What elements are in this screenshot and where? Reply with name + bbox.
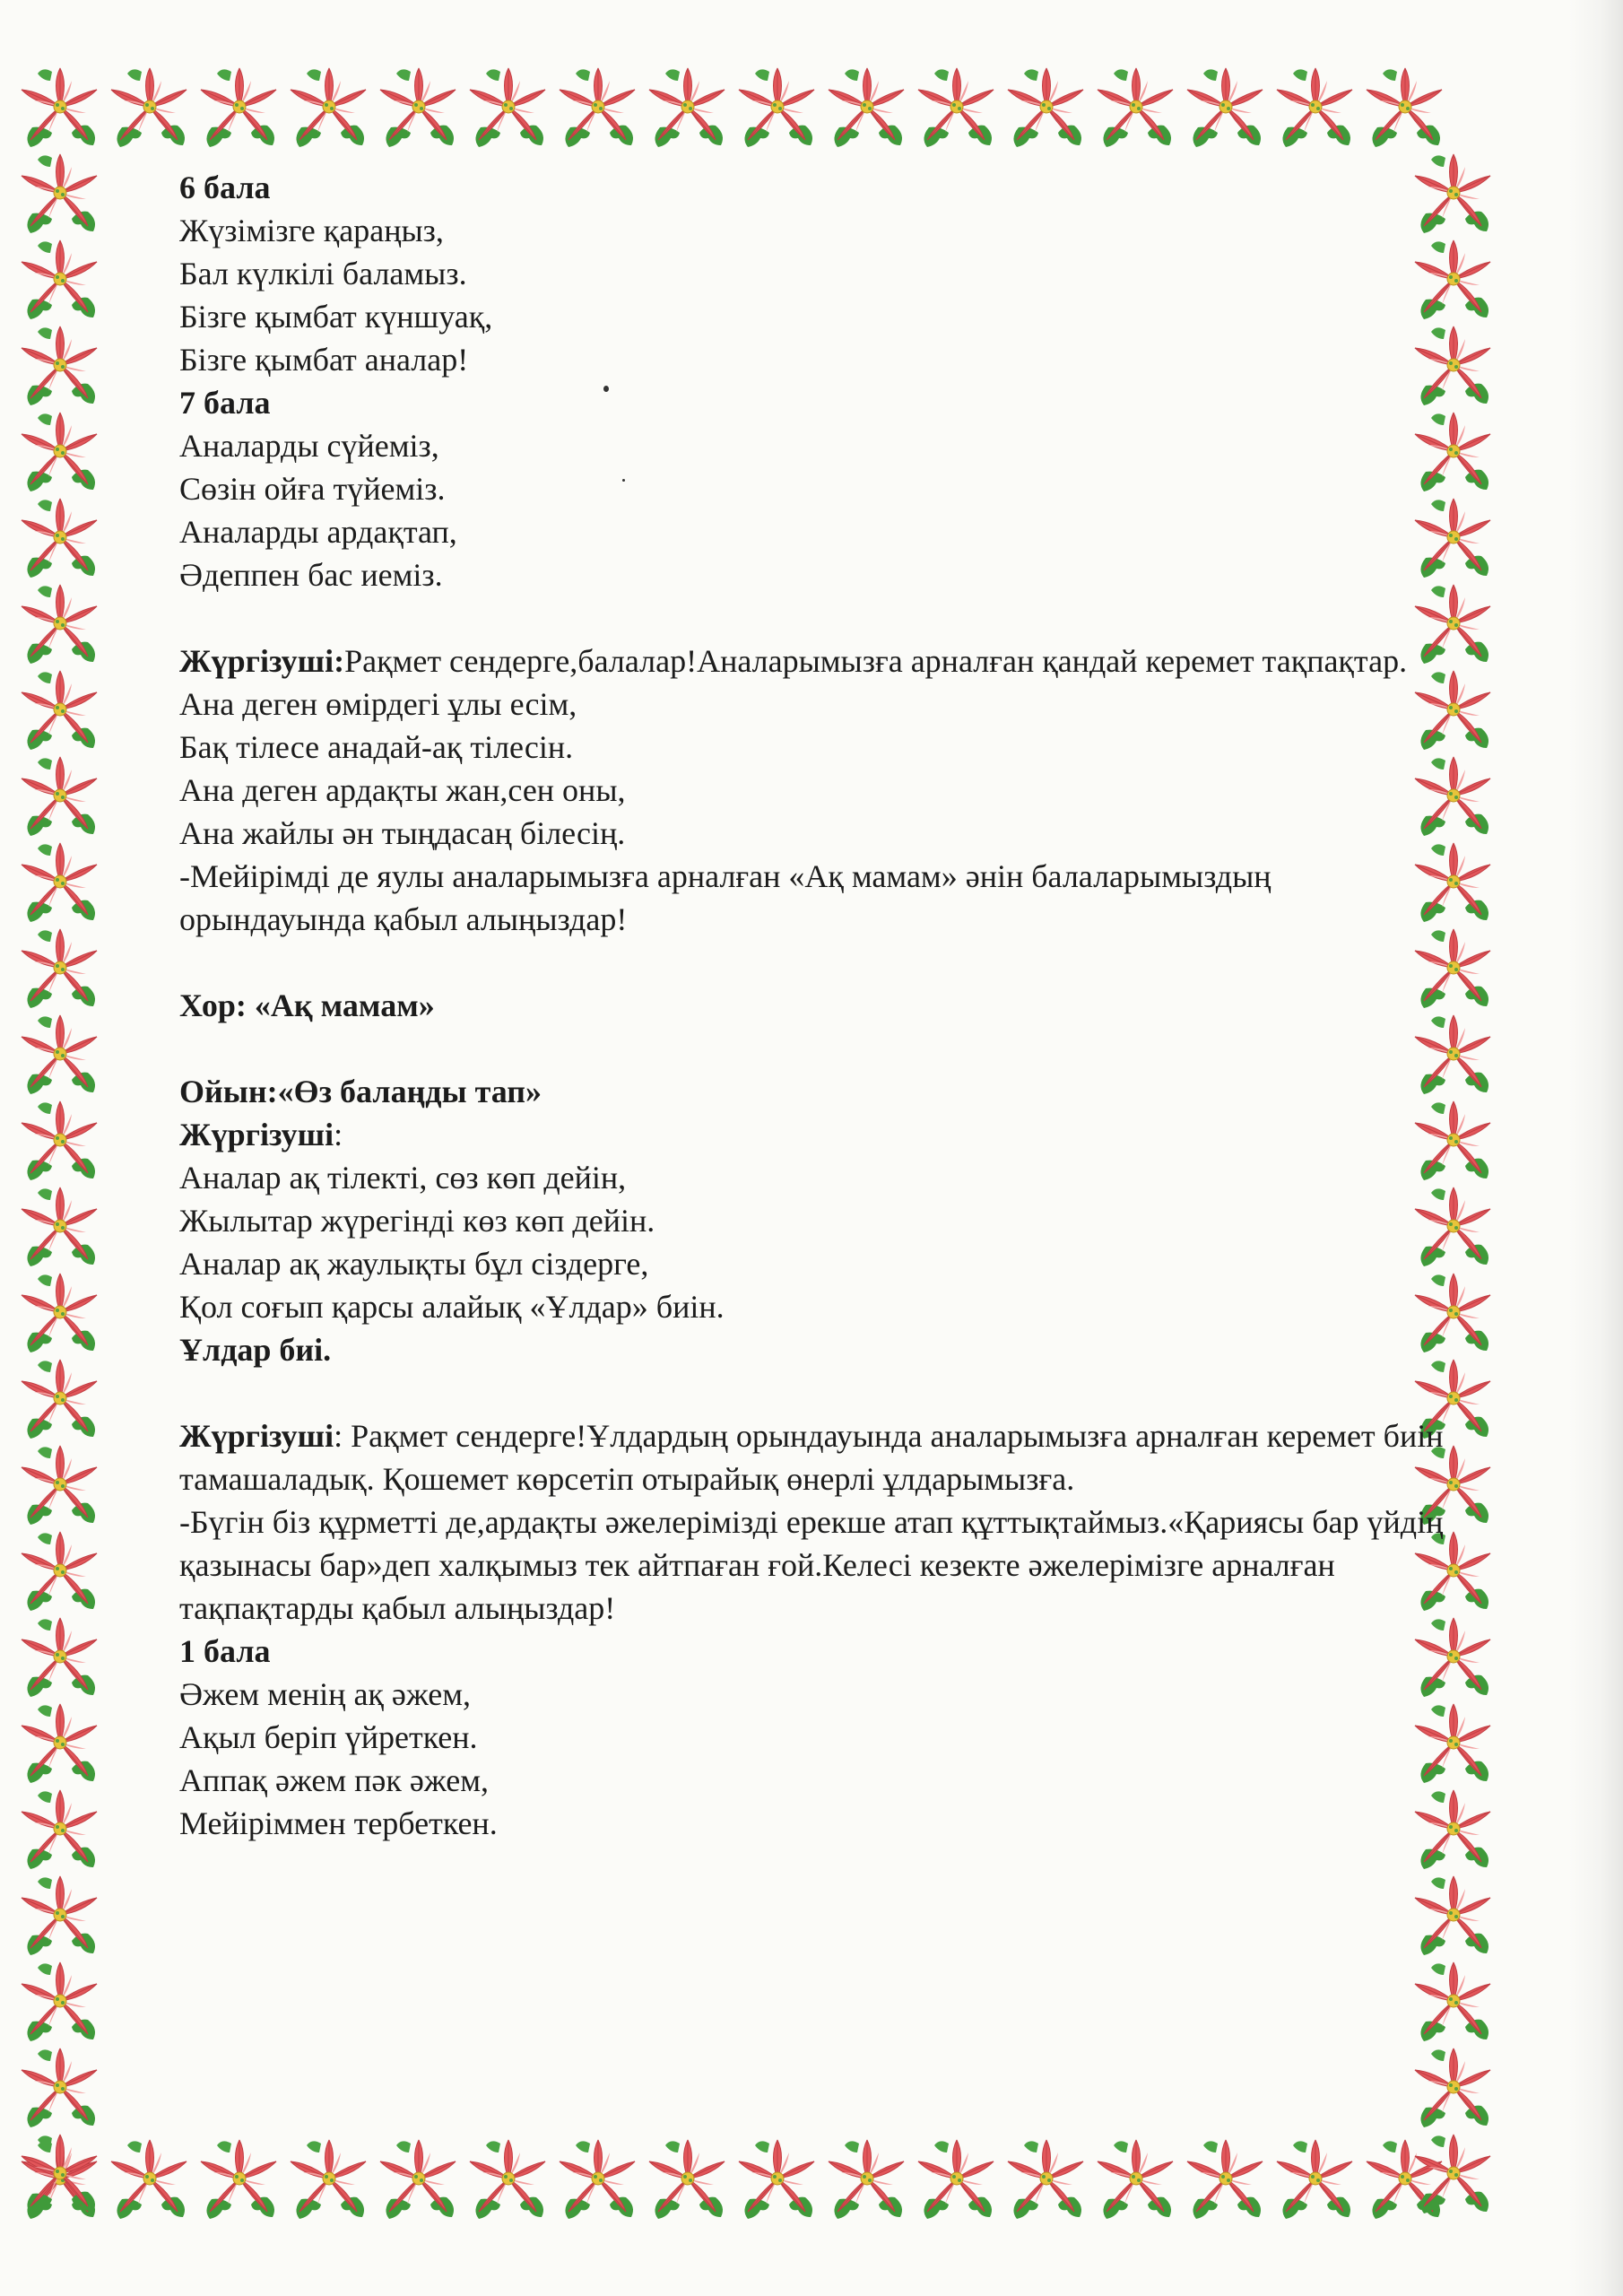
poinsettia-icon <box>195 63 283 151</box>
blank-line <box>179 1027 1462 1070</box>
poinsettia-icon <box>733 63 821 151</box>
text-line <box>179 381 1462 424</box>
text-line <box>179 1630 1462 1673</box>
line-text: Әжем менің ақ әжем, <box>179 1676 472 1712</box>
bold-label: Хор: «Ақ мамам» <box>179 987 435 1023</box>
poinsettia-icon <box>1092 63 1180 151</box>
poinsettia-icon <box>16 493 104 581</box>
line-text: Аналарды сүйеміз, <box>179 428 439 464</box>
poinsettia-icon <box>16 1182 104 1270</box>
poinsettia-icon <box>375 63 463 151</box>
poinsettia-icon <box>375 2135 463 2222</box>
line-text: Ана жайлы ән тыңдасаң білесің. <box>179 815 626 851</box>
line-text: -Мейірімді де яулы аналарымызға арналған «Ақ мамам» әнін балаларымыздың орындауында қабыл алыңыздар! <box>179 858 1271 937</box>
text-line <box>179 1802 1462 1845</box>
text-line <box>179 1199 1462 1242</box>
bold-label: 6 бала <box>179 170 271 205</box>
poinsettia-icon <box>464 2135 552 2222</box>
text-line <box>179 252 1462 295</box>
text-line <box>179 1716 1462 1759</box>
text-line <box>179 1500 1462 1630</box>
line-text: Әдеппен бас иеміз. <box>179 557 443 593</box>
line-text: Бақ тілесе анадай-ақ тілесін. <box>179 729 574 765</box>
poinsettia-icon <box>16 1526 104 1614</box>
text-line <box>179 1156 1462 1199</box>
scan-speck <box>603 386 609 392</box>
bold-label: Ұлдар биі. <box>179 1332 332 1368</box>
poinsettia-icon <box>733 2135 821 2222</box>
line-text: Ана деген өмірдегі ұлы есім, <box>179 686 577 722</box>
text-line <box>179 1070 1462 1113</box>
line-text: Ақыл беріп үйреткен. <box>179 1719 478 1755</box>
line-text: Жүзімізге қараңыз, <box>179 213 444 248</box>
poinsettia-icon <box>16 1785 104 1873</box>
poinsettia-icon <box>16 321 104 409</box>
text-line <box>179 855 1462 941</box>
text-line <box>179 984 1462 1027</box>
bold-label: 7 бала <box>179 385 271 421</box>
poinsettia-icon <box>554 2135 642 2222</box>
poinsettia-icon <box>1271 63 1359 151</box>
poinsettia-icon <box>16 1957 104 2045</box>
line-text: Бізге қымбат аналар! <box>179 342 469 378</box>
poinsettia-icon <box>16 1010 104 1098</box>
poinsettia-icon <box>16 579 104 667</box>
poinsettia-icon <box>16 665 104 753</box>
poinsettia-icon <box>823 63 911 151</box>
poinsettia-icon <box>1271 2135 1359 2222</box>
text-line <box>179 295 1462 338</box>
text-line <box>179 338 1462 381</box>
poinsettia-icon <box>16 1268 104 1356</box>
line-text: Қол соғып қарсы алайық «Ұлдар» биін. <box>179 1289 725 1325</box>
poinsettia-icon <box>106 63 194 151</box>
line-text: : <box>334 1117 343 1152</box>
line-text: : Рақмет сендерге!Ұлдардың орындауында аналарымызға арналған керемет биін тамашаладық. Қошемет көрсетіп отырайық өнерлі ұлдарымызға. <box>179 1418 1444 1497</box>
text-line <box>179 1328 1462 1371</box>
text-line <box>179 1673 1462 1716</box>
poinsettia-icon <box>913 63 1001 151</box>
poinsettia-icon <box>285 2135 373 2222</box>
bold-label: Жүргізуші <box>179 1418 334 1454</box>
poinsettia-icon <box>644 63 732 151</box>
poinsettia-icon <box>1002 63 1090 151</box>
text-line <box>179 1414 1462 1500</box>
poinsettia-icon <box>554 63 642 151</box>
poinsettia-icon <box>644 2135 732 2222</box>
poinsettia-icon <box>1182 63 1270 151</box>
poinsettia-icon <box>1410 2129 1497 2217</box>
bold-label: 1 бала <box>179 1633 271 1669</box>
poinsettia-icon <box>16 2043 104 2131</box>
line-text: Жылытар жүрегінді көз көп дейін. <box>179 1203 655 1239</box>
blank-line <box>179 941 1462 984</box>
poinsettia-icon <box>1092 2135 1180 2222</box>
text-line <box>179 209 1462 252</box>
text-line <box>179 1113 1462 1156</box>
poinsettia-icon <box>16 1096 104 1184</box>
poinsettia-icon <box>106 2135 194 2222</box>
text-line <box>179 424 1462 467</box>
blank-line <box>179 596 1462 639</box>
bold-label: Жүргізуші <box>179 1117 334 1152</box>
line-text: -Бүгін біз құрметті де,ардақты әжелерімізді ерекше атап құттықтаймыз.«Қариясы бар үйдің қазынасы бар»деп халқымыз тек айтпаған ғой.Келесі кезекте әжелерімізге арналған тақпақтарды қабыл алыңыздар! <box>179 1504 1444 1626</box>
line-text: Аналарды ардақтап, <box>179 514 457 550</box>
poinsettia-icon <box>16 1354 104 1442</box>
scan-speck <box>622 479 625 482</box>
document-body <box>179 166 1462 1845</box>
poinsettia-icon <box>913 2135 1001 2222</box>
poinsettia-icon <box>16 2129 104 2217</box>
line-text: Аппақ әжем пәк әжем, <box>179 1762 490 1798</box>
text-line <box>179 1759 1462 1802</box>
poinsettia-icon <box>16 838 104 926</box>
bold-label: Жүргізуші: <box>179 643 345 679</box>
poinsettia-icon <box>16 149 104 237</box>
poinsettia-icon <box>195 2135 283 2222</box>
poinsettia-icon <box>16 1613 104 1700</box>
poinsettia-icon <box>16 235 104 323</box>
poinsettia-icon <box>1410 2043 1497 2131</box>
text-line <box>179 683 1462 726</box>
text-line <box>179 166 1462 209</box>
blank-line <box>179 1371 1462 1414</box>
poinsettia-icon <box>16 1871 104 1959</box>
poinsettia-icon <box>16 63 104 151</box>
line-text: Сөзін ойға түйеміз. <box>179 471 446 507</box>
text-line <box>179 769 1462 812</box>
text-line <box>179 1242 1462 1285</box>
poinsettia-icon <box>16 752 104 839</box>
poinsettia-icon <box>464 63 552 151</box>
poinsettia-icon <box>285 63 373 151</box>
poinsettia-icon <box>16 924 104 1012</box>
line-text: Ана деген ардақты жан,сен оны, <box>179 772 626 808</box>
poinsettia-icon <box>1410 1957 1497 2045</box>
poinsettia-icon <box>823 2135 911 2222</box>
bold-label: Ойын:«Өз балаңды тап» <box>179 1074 542 1109</box>
line-text: Аналар ақ тілекті, сөз көп дейін, <box>179 1160 627 1196</box>
poinsettia-icon <box>1361 63 1449 151</box>
line-text: Аналар ақ жаулықты бұл сіздерге, <box>179 1246 649 1282</box>
poinsettia-icon <box>16 407 104 495</box>
poinsettia-icon <box>1410 1871 1497 1959</box>
text-line <box>179 812 1462 855</box>
poinsettia-icon <box>1182 2135 1270 2222</box>
poinsettia-icon <box>16 1440 104 1528</box>
line-text: Бізге қымбат күншуақ, <box>179 299 493 335</box>
text-line <box>179 726 1462 769</box>
line-text: Мейіріммен тербеткен. <box>179 1805 498 1841</box>
line-text: Бал күлкілі баламыз. <box>179 256 467 291</box>
text-line <box>179 467 1462 510</box>
text-line <box>179 510 1462 553</box>
text-line <box>179 553 1462 596</box>
text-line <box>179 639 1462 683</box>
poinsettia-icon <box>16 1699 104 1787</box>
poinsettia-icon <box>1002 2135 1090 2222</box>
line-text: Рақмет сендерге,балалар!Аналарымызға арналған қандай керемет тақпақтар. <box>344 643 1408 679</box>
text-line <box>179 1285 1462 1328</box>
